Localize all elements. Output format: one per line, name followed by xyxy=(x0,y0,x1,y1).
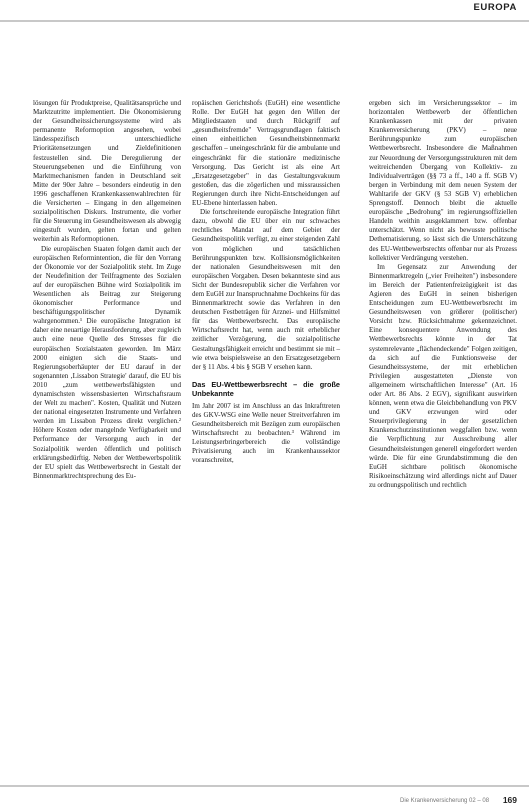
text-column-3 xyxy=(369,99,517,490)
paragraph: Die europäischen Staaten folgen damit auch der europäischen Reformintention, die für den Vorrang der Ökonomie vor der Sozialpolitik steht. Im Zuge der Neudefinition der Teilfragmente des Sozialen auf der europäischen Bühne wird Sozialpolitik im Wesentlichen als Beitrag zur Steigerung ökonomischer Performance und beschäftigungspolitischer Dynamik wahrgenommen.¹ Die europäische Integration ist daher eine neuartige Herausforderung, aber zugleich auch eine neue Quelle des Stresses für die europäischen Sozialstaaten geworden. Im März 2000 einigten sich die Staats- und Regierungsoberhäupter der EU darauf in der sogenannten ‚Lissabon Strategie' darauf, die EU bis 2010 „zum wettbewerbsfähigsten und dynamischsten wissensbasierten Wirtschaftsraum der Welt zu machen". Kosten, Qualität und Nutzen der national eingesetzten Instrumente und Verfahren werden im Lissabon Prozess direkt verglichen.² Höhere Kosten oder mangelnde Verfügbarkeit und Performance der Versorgung auch in der Sozialpolitik werden öffentlich und politisch erklärungsbedürftig. Neben der Wettbewerbspolitik der EU spielt das Wettbewerbsrecht in Gestalt der Binnenmarktrechtsprechung des Eu- xyxy=(33,244,181,480)
paragraph: ergeben sich im Versicherungssektor – im horizontalen Wettbewerb der öffentlichen Krankenkassen mit der privaten Krankenversicherung (PKV) – neue Berührungspunkte zum europäischen Wettbewerbsrecht. Insbesondere die Maßnahmen zur Neuordnung der Versorgungsstrukturen mit dem weitreichenden Übergang von Kollektiv- zu Individualverträgen (§§ 73 a ff., 140 a ff. SGB V) bergen in Verbindung mit dem neuen System der Wahltarife der GKV (§ 53 SGB V) erheblichen Sprengstoff. Dennoch bleibt die aktuelle europäische „Bedrohung" im regierungsoffiziellen Handeln weithin ausgeklammert bzw. offenbar unterschätzt. Wenn nicht als bewusste politische Dethematisierung, so lässt sich die Unterschätzung des EU-Wettbewerbsrechts offenbar nur als Prozess kollektiver Verdrängung verstehen. xyxy=(369,99,517,262)
text-column-2 xyxy=(192,99,340,465)
footer-band xyxy=(0,785,529,809)
paragraph: ropäischen Gerichtshofs (EuGH) eine wesentliche Rolle. Der EuGH hat gegen den Willen der Mitgliedstaaten und durch Rückgriff auf „gesundheitsfremde" Vertragsgrundlagen faktisch einen einheitlichen Gesundheitsbinnenmarkt geschaffen – uneingeschränkt für die ambulante und eingeschränkt für die stationäre medizinische Versorgung. Das Gericht ist als eine Art „Ersatzgesetzgeber" in das Gestaltungsvakuum gestoßen, das die zögerlichen und missraussichen Regierungen durch ihre Nicht-Entscheidungen auf EU-Ebene hinterlassen haben. xyxy=(192,99,340,208)
header-band xyxy=(0,0,529,22)
paragraph: Im Jahr 2007 ist im Anschluss an das Inkrafttreten des GKV-WSG eine Welle neuer Streitverfahren im Gesundheitsbereich mit Bezügen zum europäischen Wirtschaftsrecht zu beobachten.³ Während im Leistungserbringerbereich die vollständige Privatisierung auch im Krankenhaussektor voranschreitet, xyxy=(192,401,340,465)
paragraph: Im Gegensatz zur Anwendung der Binnenmarktregeln („vier Freiheiten") insbesondere im Bereich der Patientenfreizügigkeit ist das Agieren des EuGH in seinen bisherigen Entscheidungen zum EU-Wettbewerbsrecht im Gesundheitswesen von größerer (politischer) Vorsicht bzw. Rücksichtnahme gekennzeichnet. Eine konsequentere Anwendung des Wettbewerbsrechts könnte in der Tat systemrelevante „flächendeckende" Folgen zeitigen, da sich auf die Funktionsweise der Gesundheitssysteme, der mit erheblichen Privilegien ausgestatteten „Dienste von allgemeinem wirtschaftlichen Interesse" (Art. 16 oder Art. 86 Abs. 2 EGV), signifikant auswirken können, wenn etwa die Gleichbehandlung von PKV und GKV erzwungen wird oder Steuerprivilegierung in der gesetzlichen Krankenschutzinstitutionen weggfallen bzw. wenn die Verpflichtung zur Ausschreibung aller Gesundheitsleistungen generell eingefordert werden würde. Die für eine Grundabstimmung die den EuGH sichtbare politisch ökonomische Risikoeinschätzung wird allerdings nicht auf Dauer zu ordnungspolitisch und rechtlich xyxy=(369,262,517,489)
paragraph: Die fortschreitende europäische Integration führt dazu, obwohl die EU über ein nur schwaches rechtliches Mandat auf dem Gebiet der Gesundheitspolitik verfügt, zu einer steigenden Zahl von möglichen und tatsächlichen Berührungspunkten bzw. Kollisionsmöglichkeiten der nationalen Gesundheitswesen mit den europäischen Vorgaben. Desen bekannteste sind aus Sicht der Bundesrepublik sicher die Verfahren vor dem EuGH zur Inanspruchnahme Dochkeins für das Binnenmarktrecht sowie das Verfahren in den deutschen Festbeträgen für Arznei- und Hilfsmittel für das Wettbewerbsrecht. Das europäische Wirtschaftsrecht hat, wenn auch mit erheblicher zeitlicher Verzögerung, die sozialpolitische Gestaltungsfähigkeit erreicht und bestimmt sie mit – wie etwa beispielsweise an den Ersatzgesetzgebern der § 11 Abs. 4 bis § SGB V ersehen kann. xyxy=(192,208,340,371)
section-label: EUROPA xyxy=(473,2,517,13)
section-heading: Das EU-Wettbewerbsrecht – die große Unbekannte xyxy=(192,379,340,398)
page-number: 169 xyxy=(502,795,517,805)
paragraph: lösungen für Produktpreise, Qualitätsansprüche und Marktzutritte implementiert. Die Ökonomisierung der Gesundheitssicherungssysteme wird als permanente Reformoption angesehen, wobei ländesspezifisch unterschiedliche Prioritätensetzungen und Zieldefinitionen festzustellen sind. Die Deregulierung der Steuerungsebenen und die Einführung von Marktmechanismen fanden in Deutschland seit Mitte der 90er Jahre – besonders eindeutig in den 1996 geschaffenen Krankenkassenwahlrechten für die Versicherten – Eingang in den allgemeinen sozialpolitischen Diskurs. Instrumente, die vorher für die Steuerung im Gesundheitswesen als abwegig eingestuft wurden, gelten fortan und gelten weiterhin als Reformoptionen. xyxy=(33,99,181,244)
text-column-1 xyxy=(33,99,181,481)
journal-title: Die Krankenversicherung 02 – 08 xyxy=(400,798,490,804)
